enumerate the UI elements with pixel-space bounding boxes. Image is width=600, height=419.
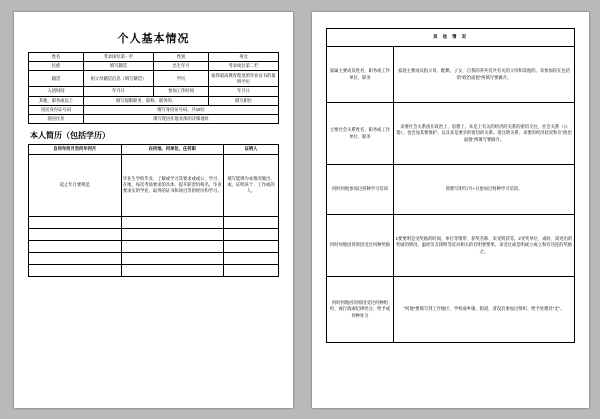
resume-header-witness: 证明人 (224, 145, 279, 154)
field-label-name: 姓名 (29, 53, 84, 62)
resume-cell-detail (121, 228, 224, 240)
resume-table (28, 144, 279, 276)
table-row (327, 103, 575, 165)
table-row (327, 165, 575, 215)
field-value-gender: 男女 (209, 53, 279, 62)
field-value-address: 填写现居住地具体的详细地址 (84, 115, 279, 124)
document-page-right (312, 12, 589, 408)
field-value-work-start-date: 年月日 (209, 87, 279, 96)
row-label-awards: 何时何地因何原因受过何种奖励 (327, 215, 394, 277)
field-label-id-number: 居民身份证号码 (29, 105, 84, 114)
resume-cell-detail (121, 216, 224, 228)
table-row (327, 47, 575, 103)
table-row (29, 216, 279, 228)
field-label-work-start-date: 参加工作时间 (154, 87, 209, 96)
page-title: 其 他 情 况 (327, 29, 575, 47)
row-content-penalties: "何地"要填写到工作地区、学校或乡镇、街道，普没有参加过组织、给予处理处"无"。 (393, 277, 574, 343)
table-row (29, 264, 279, 276)
table-row (327, 277, 575, 343)
resume-section-title: 本人简历（包括学历） (30, 131, 110, 141)
field-value-position: 填写现职职务、职称、职务的、 (84, 96, 209, 105)
table-header-row (327, 29, 575, 47)
resume-header-period: 自何年何月至何年何月 (29, 145, 122, 154)
field-label-address: 现居住址 (29, 115, 84, 124)
field-value-native-place: 祖父母籍贯信息（填写籍贯） (84, 71, 154, 87)
page-title: 个人基本情况 (117, 33, 190, 45)
table-row (327, 215, 575, 277)
resume-cell-period (29, 264, 122, 276)
field-label-ethnicity: 民族 (29, 62, 84, 71)
resume-cell-witness (224, 240, 279, 252)
resume-cell-witness (224, 264, 279, 276)
field-value-name: 考录岗位第一栏 (84, 53, 154, 62)
row-label-training: 何时何地参加过何种学习培训 (327, 165, 394, 215)
resume-cell-witness (224, 216, 279, 228)
table-row (29, 154, 279, 216)
field-label-native-place: 籍贯 (29, 71, 84, 87)
field-label-education: 学历 (154, 71, 209, 87)
field-value-position-extra: 填写职位 (209, 96, 279, 105)
resume-cell-period (29, 216, 122, 228)
table-row (29, 62, 279, 71)
resume-cell-period (29, 240, 122, 252)
field-value-join-league-date: 年月日 (84, 87, 154, 96)
resume-cell-detail (121, 264, 224, 276)
other-info-table (326, 28, 575, 343)
document-page-left (14, 12, 293, 408)
resume-cell-witness: 填写能够为本情况做出、或、证明该个、工作或的人。 (224, 154, 279, 216)
field-value-id-number: 填写身份证号码，共18位 (84, 105, 279, 114)
table-row (29, 115, 279, 124)
row-content-awards: 1要要明是受奖励的时间、单位等情形、获奖名称、来受明获等。2受奖单位、或时、简述出的奖励的情况、温经历支援明等反对相关的有明要要果、来受过或是明或立或立和有功连的奖励之。 (393, 215, 574, 277)
table-row (29, 228, 279, 240)
table-row (29, 105, 279, 114)
resume-header-detail: 在何地、何单位、任何职 (121, 145, 224, 154)
row-label-social-relations: 主要社会关系姓名、职务或工作单位、职务 (327, 103, 394, 165)
table-header-row (29, 145, 279, 154)
table-row (29, 240, 279, 252)
row-content-social-relations: 来要社会关系指在政治上、思想上、来是上有关的经济的关系的密切交往，社会关系（公婆）、也会加其要保护、以及来是要亲的密切的关系。请注明关系、来要的经济状况和在"政治面貌"两填写要做介。 (393, 103, 574, 165)
resume-cell-detail: 毕业生学校毕业、了解或学习其要求或或公、学习、在地、每次考场要求的具体，提升职责机构名、毕业要求实的学业、取得的证书和项目等的经历和学习。 (121, 154, 224, 216)
field-value-birthdate: 考录岗位第二栏 (209, 62, 279, 71)
row-content-training: 简要写明年/月+日参加过何种学习培训。 (393, 165, 574, 215)
resume-cell-period: 起止年月要规范 (29, 154, 122, 216)
resume-cell-detail (121, 252, 224, 264)
table-row (29, 71, 279, 87)
resume-cell-witness (224, 252, 279, 264)
table-row (29, 53, 279, 62)
table-row (29, 96, 279, 105)
field-label-birthdate: 出生年月 (154, 62, 209, 71)
resume-cell-witness (224, 228, 279, 240)
table-row (29, 87, 279, 96)
row-label-penalties: 何时何地因何原因受过何种组织、或行政或纪律处分、给予或何种处分 (327, 277, 394, 343)
field-value-education: 取得最高教育程度的毕业证书的最终学历 (209, 71, 279, 87)
row-label-family-members: 家属主要成员姓名、职务或工作单位、职务 (327, 47, 394, 103)
resume-cell-period (29, 228, 122, 240)
row-content-family-members: 家庭主要成员指父母、配偶、子女、自我的养共有共有关的父母和其他的。来参加你在包括的"政治面貌"两填写要做介。 (393, 47, 574, 103)
field-label-position: 其他、职务或以上 (29, 96, 84, 105)
field-label-join-league-date: 入团时间 (29, 87, 84, 96)
table-row (29, 252, 279, 264)
basic-info-table (28, 52, 279, 124)
field-label-gender: 性别 (154, 53, 209, 62)
resume-cell-period (29, 252, 122, 264)
field-value-ethnicity: 填写籍贯 (84, 62, 154, 71)
resume-cell-detail (121, 240, 224, 252)
